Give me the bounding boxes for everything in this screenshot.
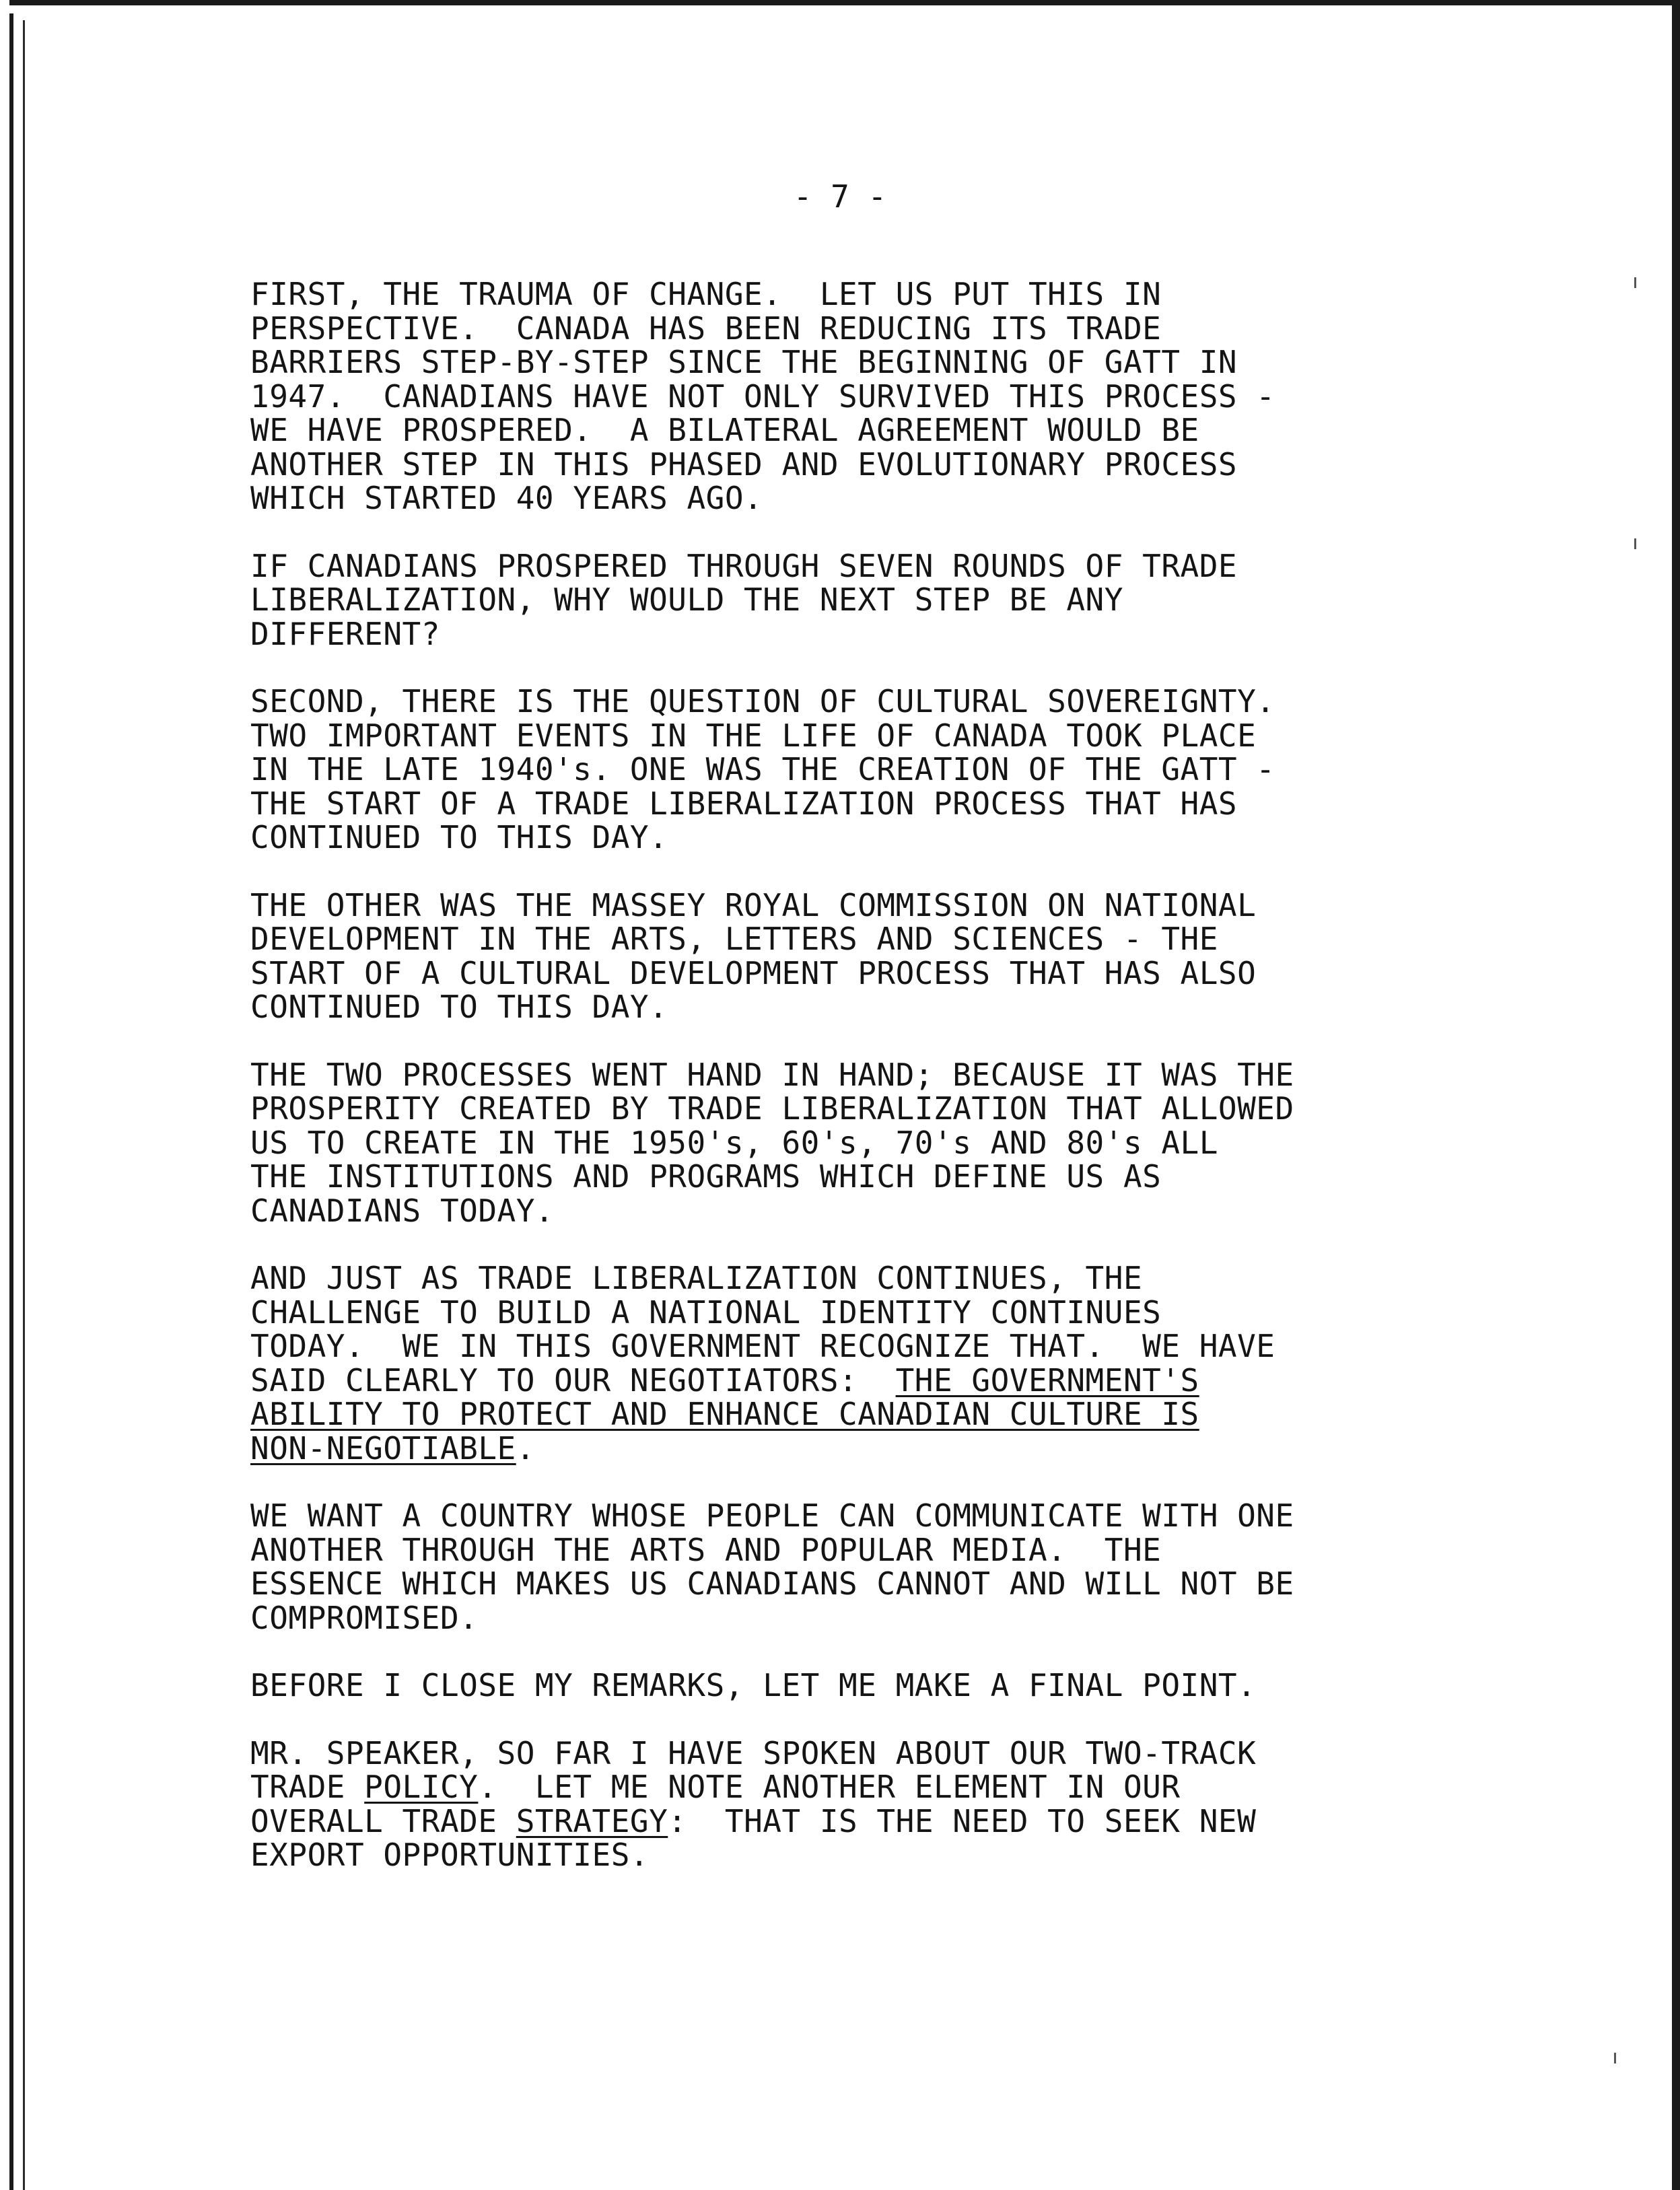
text-line: TRADE [250, 1769, 365, 1805]
text-line: ANOTHER THROUGH THE ARTS AND POPULAR MEDIA. THE [250, 1531, 1162, 1568]
text-line: FIRST, THE TRAUMA OF CHANGE. LET US PUT THIS IN [250, 276, 1162, 312]
text-line: CHALLENGE TO BUILD A NATIONAL IDENTITY CONTINUES [250, 1294, 1162, 1331]
text-line: THE START OF A TRADE LIBERALIZATION PROCESS THAT HAS [250, 785, 1238, 822]
underlined-text: NON-NEGOTIABLE [250, 1429, 516, 1467]
text-line: TWO IMPORTANT EVENTS IN THE LIFE OF CANADA TOOK PLACE [250, 717, 1257, 754]
scan-edge-top [9, 0, 1680, 5]
text-line: THE TWO PROCESSES WENT HAND IN HAND; BECAUSE IT WAS THE [250, 1056, 1294, 1093]
scan-speck [1634, 277, 1636, 288]
text-line: COMPROMISED. [250, 1599, 479, 1636]
underlined-text: POLICY [364, 1769, 479, 1805]
scan-edge-left [9, 13, 13, 2190]
paragraph [250, 1499, 1408, 1635]
text-line: . LET ME NOTE ANOTHER ELEMENT IN OUR [478, 1769, 1181, 1805]
text-line: : THAT IS THE NEED TO SEEK NEW [668, 1802, 1257, 1839]
paragraph [250, 1261, 1408, 1465]
text-line: DIFFERENT? [250, 615, 440, 652]
text-line: BARRIERS STEP-BY-STEP SINCE THE BEGINNING OF GATT IN [250, 344, 1238, 380]
text-line: DEVELOPMENT IN THE ARTS, LETTERS AND SCIENCES - THE [250, 921, 1218, 957]
text-line: ANOTHER STEP IN THIS PHASED AND EVOLUTIONARY PROCESS [250, 446, 1238, 483]
scan-speck [1634, 538, 1636, 549]
text-line: WE HAVE PROSPERED. A BILATERAL AGREEMENT WOULD BE [250, 412, 1199, 448]
text-line: IN THE LATE 1940's. ONE WAS THE CREATION OF THE GATT - [250, 751, 1275, 787]
text-line: MR. SPEAKER, SO FAR I HAVE SPOKEN ABOUT OUR TWO-TRACK [250, 1734, 1257, 1771]
text-line: IF CANADIANS PROSPERED THROUGH SEVEN ROUNDS OF TRADE [250, 547, 1238, 584]
text-line: US TO CREATE IN THE 1950's, 60's, 70's AND 80's ALL [250, 1124, 1218, 1161]
text-line: WHICH STARTED 40 YEARS AGO. [250, 480, 763, 516]
underlined-text: ABILITY TO PROTECT AND ENHANCE CANADIAN CULTURE IS [250, 1396, 1199, 1432]
page-number: - 7 - [793, 178, 887, 215]
text-line: SECOND, THERE IS THE QUESTION OF CULTURAL SOVEREIGNTY. [250, 683, 1275, 719]
text-line: CONTINUED TO THIS DAY. [250, 819, 668, 855]
underlined-text: STRATEGY [516, 1802, 668, 1839]
paragraph [250, 888, 1408, 1024]
text-line: PROSPERITY CREATED BY TRADE LIBERALIZATION THAT ALLOWED [250, 1090, 1294, 1127]
text-line: LIBERALIZATION, WHY WOULD THE NEXT STEP BE ANY [250, 581, 1123, 618]
text-line: THE OTHER WAS THE MASSEY ROYAL COMMISSION ON NATIONAL [250, 886, 1257, 923]
document-body [250, 277, 1408, 1906]
scan-edge-inner-left [23, 20, 25, 2190]
text-line: . [516, 1429, 535, 1467]
text-line: 1947. CANADIANS HAVE NOT ONLY SURVIVED THIS PROCESS - [250, 378, 1275, 415]
underlined-text: THE GOVERNMENT'S [895, 1362, 1199, 1399]
text-line: WE WANT A COUNTRY WHOSE PEOPLE CAN COMMUNICATE WITH ONE [250, 1497, 1294, 1534]
scan-speck [1614, 2053, 1616, 2063]
scan-edge-right [1672, 0, 1680, 2190]
paragraph [250, 684, 1408, 855]
text-line: ESSENCE WHICH MAKES US CANADIANS CANNOT AND WILL NOT BE [250, 1565, 1294, 1602]
paragraph [250, 549, 1408, 651]
text-line: TODAY. WE IN THIS GOVERNMENT RECOGNIZE THAT. WE HAVE [250, 1328, 1275, 1364]
text-line: BEFORE I CLOSE MY REMARKS, LET ME MAKE A FINAL POINT. [250, 1667, 1257, 1703]
text-line: THE INSTITUTIONS AND PROGRAMS WHICH DEFINE US AS [250, 1158, 1162, 1195]
text-line: SAID CLEARLY TO OUR NEGOTIATORS: [250, 1362, 896, 1399]
text-line: AND JUST AS TRADE LIBERALIZATION CONTINUES, THE [250, 1260, 1143, 1296]
paragraph [250, 1058, 1408, 1228]
paragraph [250, 277, 1408, 516]
paragraph [250, 1668, 1408, 1703]
text-line: OVERALL TRADE [250, 1802, 516, 1839]
text-line: CANADIANS TODAY. [250, 1192, 555, 1229]
text-line: PERSPECTIVE. CANADA HAS BEEN REDUCING ITS TRADE [250, 310, 1162, 347]
text-line: CONTINUED TO THIS DAY. [250, 989, 668, 1025]
text-line: START OF A CULTURAL DEVELOPMENT PROCESS THAT HAS ALSO [250, 954, 1257, 991]
paragraph [250, 1736, 1408, 1872]
text-line: EXPORT OPPORTUNITIES. [250, 1837, 650, 1873]
